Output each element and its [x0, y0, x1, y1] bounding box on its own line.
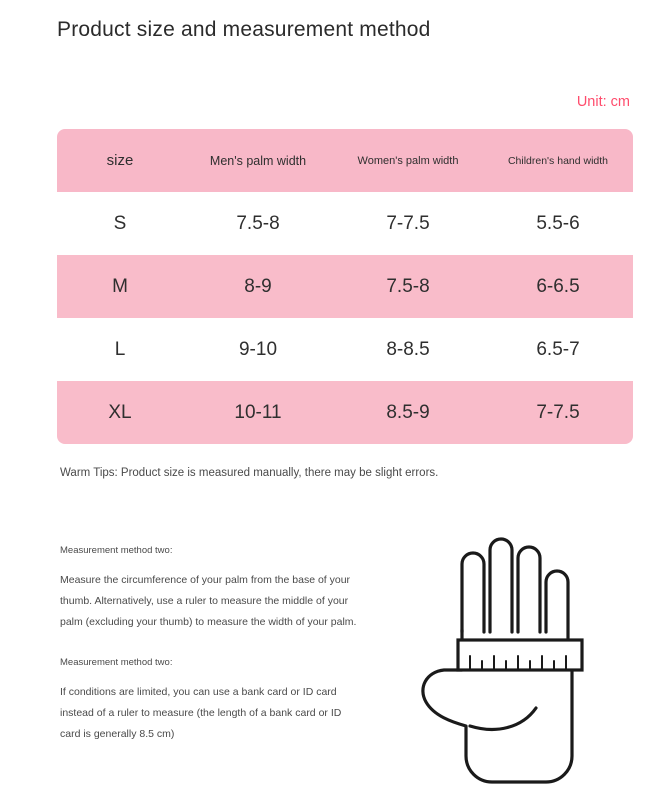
- cell-size: L: [57, 318, 183, 381]
- measurement-method-two: [60, 657, 360, 745]
- column-header-childrens-hand-width: Children's hand width: [483, 129, 633, 192]
- method-one-text: Measure the circumference of your palm from the base of your thumb. Alternatively, use a ruler to measure the middle of your palm (excluding your thumb) to measure the width of your palm.: [60, 574, 357, 628]
- hand-with-ruler-icon: [400, 520, 640, 790]
- cell-size: M: [57, 255, 183, 318]
- column-header-mens-palm-width: Men's palm width: [183, 129, 333, 192]
- cell-children: 7-7.5: [483, 381, 633, 444]
- warm-tips-note: Warm Tips: Product size is measured manually, there may be slight errors.: [60, 467, 439, 479]
- page-title: Product size and measurement method: [57, 18, 431, 41]
- cell-children: 6.5-7: [483, 318, 633, 381]
- cell-men: 8-9: [183, 255, 333, 318]
- table-row: [57, 381, 633, 444]
- cell-size: XL: [57, 381, 183, 444]
- cell-women: 7-7.5: [333, 192, 483, 255]
- cell-children: 6-6.5: [483, 255, 633, 318]
- cell-children: 5.5-6: [483, 192, 633, 255]
- method-two-label: Measurement method two:: [60, 657, 173, 668]
- cell-women: 8.5-9: [333, 381, 483, 444]
- table-row: [57, 255, 633, 318]
- method-one-label: Measurement method two:: [60, 545, 173, 556]
- cell-men: 10-11: [183, 381, 333, 444]
- table-row: [57, 192, 633, 255]
- cell-size: S: [57, 192, 183, 255]
- cell-women: 7.5-8: [333, 255, 483, 318]
- method-two-text: If conditions are limited, you can use a bank card or ID card instead of a ruler to measure (the length of a bank card or ID card is generally 8.5 cm): [60, 686, 342, 740]
- table-header-row: [57, 129, 633, 192]
- cell-women: 8-8.5: [333, 318, 483, 381]
- size-table: [57, 129, 633, 444]
- column-header-womens-palm-width: Women's palm width: [333, 129, 483, 192]
- table-row: [57, 318, 633, 381]
- column-header-size: size: [57, 129, 183, 192]
- unit-note: Unit: cm: [576, 94, 630, 110]
- cell-men: 9-10: [183, 318, 333, 381]
- cell-men: 7.5-8: [183, 192, 333, 255]
- measurement-method-one: [60, 545, 360, 633]
